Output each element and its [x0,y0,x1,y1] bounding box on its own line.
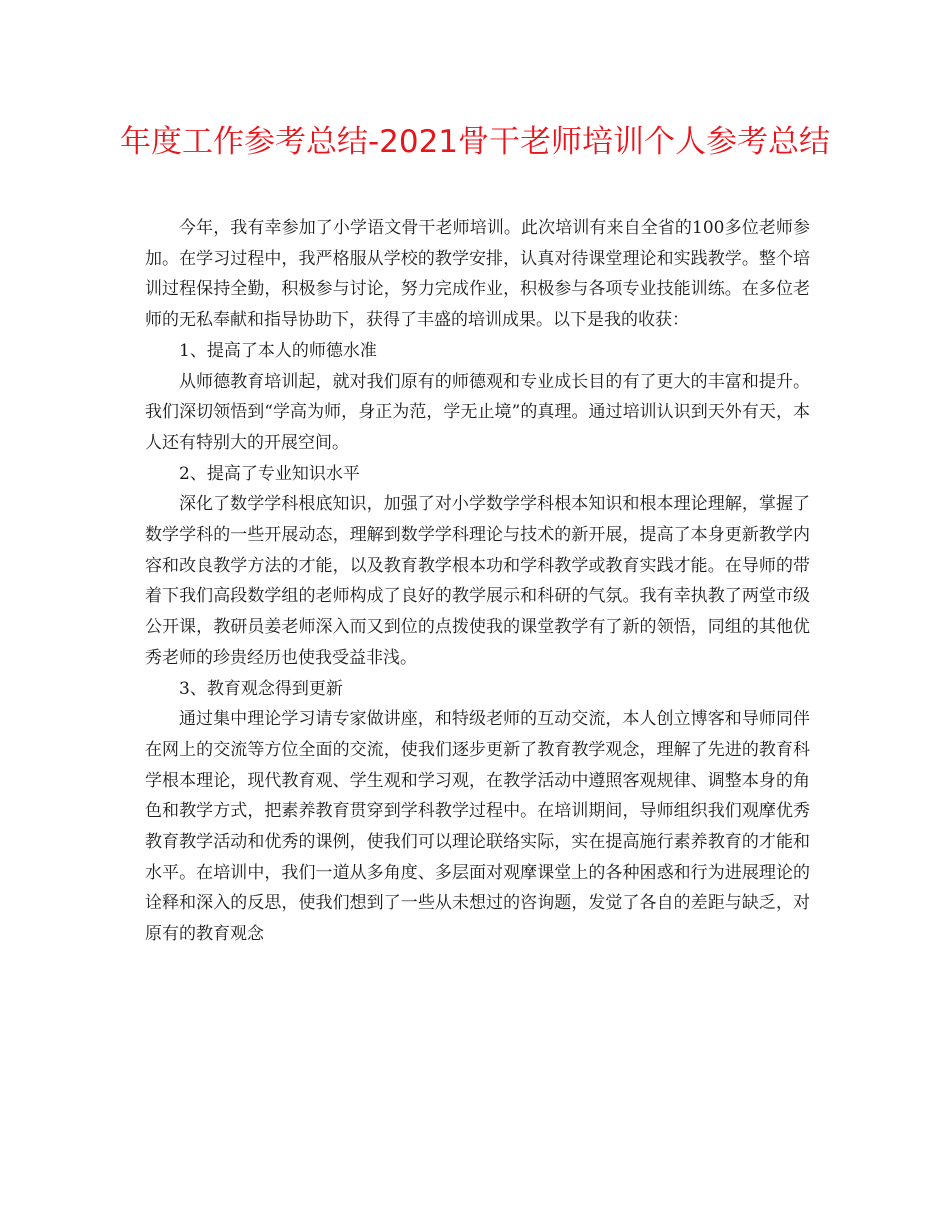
section-paragraph-2: 深化了数学学科根底知识，加强了对小学数学学科根本知识和根本理论理解，掌握了数学学科的一些开展动态，理解到数学学科理论与技术的新开展，提高了本身更新教学内容和改良教学方法的才能，以及教育教学根本功和学科教学或教育实践才能。在导师的带着下我们高段数学组的老师构成了良好的教学展示和科研的气氛。我有幸执教了两堂市级公开课，教研员姜老师深入而又到位的点拨使我的课堂教学有了新的领悟，同组的其他优秀老师的珍贵经历也使我受益非浅。 [145,494,810,668]
section-heading-1: 1、提高了本人的师德水准 [179,340,377,361]
section-heading-2: 2、提高了专业知识水平 [179,463,360,484]
section-heading-3: 3、教育观念得到更新 [179,678,343,699]
document-body [145,213,810,950]
intro-paragraph: 今年，我有幸参加了小学语文骨干老师培训。此次培训有来自全省的100多位老师参加。在学习过程中，我严格服从学校的教学安排，认真对待课堂理论和实践教学。整个培训过程保持全勤，积极参与讨论，努力完成作业，积极参与各项专业技能训练。在多位老师的无私奉献和指导协助下，获得了丰盛的培训成果。以下是我的收获： [145,218,810,331]
document-title: 年度工作参考总结-2021骨干老师培训个人参考总结 [119,124,831,160]
section-paragraph-1: 从师德教育培训起，就对我们原有的师德观和专业成长目的有了更大的丰富和提升。我们深切领悟到“学高为师，身正为范，学无止境”的真理。通过培训认识到天外有天，本人还有特别大的开展空间。 [145,371,810,453]
section-paragraph-3: 通过集中理论学习请专家做讲座，和特级老师的互动交流，本人创立博客和导师同伴在网上的交流等方位全面的交流，使我们逐步更新了教育教学观念，理解了先进的教育科学根本理论，现代教育观、学生观和学习观，在教学活动中遵照客观规律、调整本身的角色和教学方式，把素养教育贯穿到学科教学过程中。在培训期间，导师组织我们观摩优秀教育教学活动和优秀的课例，使我们可以理论联络实际，实在提高施行素养教育的才能和水平。在培训中，我们一道从多角度、多层面对观摩课堂上的各种困惑和行为进展理论的诠释和深入的反思，使我们想到了一些从未想过的咨询题，发觉了各自的差距与缺乏，对原有的教育观念 [145,709,810,945]
